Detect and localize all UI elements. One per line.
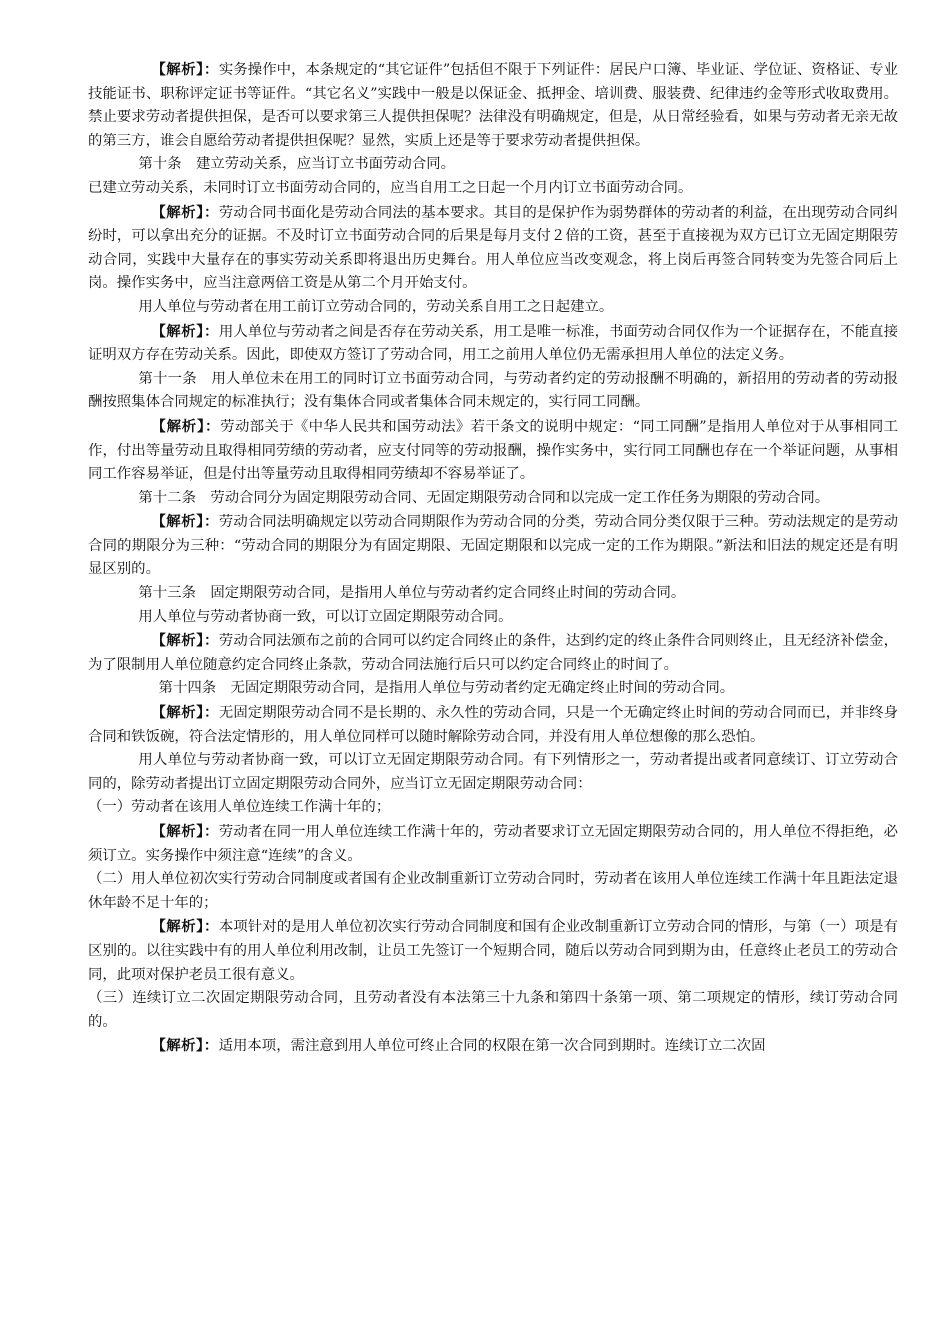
list-item-paragraph: （二）用人单位初次实行劳动合同制度或者国有企业改制重新订立劳动合同时，劳动者在该用人单位连续工作满十年且距法定退休年龄不足十年的； [88, 871, 898, 911]
analysis-text: 劳动者在同一用人单位连续工作满十年的，劳动者要求订立无固定期限劳动合同的，用人单位不得拒绝，必须订立。实务操作中须注意“连续”的含义。 [88, 824, 898, 864]
list-item-paragraph: （一）劳动者在该用人单位连续工作满十年的； [88, 799, 391, 816]
analysis-label: 【解析】： [151, 322, 219, 340]
article-paragraph: 用人单位与劳动者协商一致，可以订立固定期限劳动合同。 [138, 608, 513, 625]
analysis-paragraph [88, 629, 898, 677]
analysis-label: 【解析】： [151, 1037, 219, 1055]
analysis-text: 劳动合同法颁布之前的合同可以约定合同终止的条件，达到约定的终止条件合同则终止，且无经济补偿金，为了限制用人单位随意约定合同终止条款，劳动合同法施行后只可以约定合同终止的时间了。 [88, 633, 898, 673]
analysis-paragraph [88, 820, 898, 868]
plain-paragraph: 已建立劳动关系，未同时订立书面劳动合同的，应当自用工之日起一个月内订立书面劳动合同。 [88, 179, 693, 196]
analysis-paragraph [88, 320, 898, 368]
article-paragraph: 第十四条 无固定期限劳动合同，是指用人单位与劳动者约定无确定终止时间的劳动合同。 [158, 680, 735, 697]
analysis-label: 【解析】： [151, 61, 219, 78]
article-paragraph: 用人单位与劳动者协商一致，可以订立无固定期限劳动合同。有下列情形之一，劳动者提出或者同意续订、订立劳动合同的，除劳动者提出订立固定期限劳动合同外，应当订立无固定期限劳动合同： [88, 752, 898, 792]
analysis-label: 【解析】： [151, 704, 219, 722]
analysis-text: 无固定期限劳动合同不是长期的、永久性的劳动合同，只是一个无确定终止时间的劳动合同而已，并非终身合同和铁饭碗，符合法定情形的，用人单位同样可以随时解除劳动合同，并没有用人单位想像的那么恐怕。 [88, 705, 898, 745]
analysis-text: 实务操作中，本条规定的“其它证件”包括但不限于下列证件：居民户口簿、毕业证、学位证、资格证、专业技能证书、职称评定证书等证件。“其它名义”实践中一般是以保证金、抵押金、培训费、服装费、纪律违约金等形式收取费用。禁止要求劳动者提供担保，是否可以要求第三人提供担保呢？法律没有明确规定，但是，从日常经验看，如果与劳动者无亲无故的第三方，谁会自愿给劳动者提供担保呢？显然，实质上还是等于要求劳动者提供担保。 [88, 62, 898, 149]
analysis-label: 【解析】： [151, 417, 221, 435]
analysis-paragraph [88, 701, 898, 749]
analysis-paragraph [88, 58, 898, 153]
analysis-text: 劳动部关于《中华人民共和国劳动法》若干条文的说明中规定：“同工同酬”是指用人单位对于从事相同工作，付出等量劳动且取得相同劳绩的劳动者，应支付同等的劳动报酬，操作实务中，实行同工同酬也存在一个举证问题，从事相同工作容易举证，但是付出等量劳动且取得相同劳绩却不容易举证了。 [88, 418, 898, 483]
analysis-paragraph [88, 201, 898, 296]
analysis-paragraph [88, 915, 898, 987]
analysis-paragraph [88, 1034, 898, 1059]
analysis-label: 【解析】： [151, 203, 219, 221]
analysis-paragraph [88, 415, 898, 487]
article-paragraph: 用人单位与劳动者在用工前订立劳动合同的，劳动关系自用工之日起建立。 [138, 298, 614, 315]
analysis-label: 【解析】： [151, 918, 219, 936]
analysis-label: 【解析】： [151, 513, 219, 531]
article-paragraph: 第十二条 劳动合同分为固定期限劳动合同、无固定期限劳动合同和以完成一定工作任务为期限的劳动合同。 [138, 489, 830, 506]
analysis-paragraph [88, 510, 898, 582]
list-item-paragraph: （三）连续订立二次固定期限劳动合同，且劳动者没有本法第三十九条和第四十条第一项、第二项规定的情形，续订劳动合同的。 [88, 990, 898, 1030]
article-paragraph: 第十条 建立劳动关系，应当订立书面劳动合同。 [138, 156, 455, 173]
analysis-text: 适用本项，需注意到用人单位可终止合同的权限在第一次合同到期时。连续订立二次固 [218, 1038, 766, 1055]
article-paragraph: 第十三条 固定期限劳动合同，是指用人单位与劳动者约定合同终止时间的劳动合同。 [138, 585, 686, 602]
analysis-label: 【解析】： [151, 823, 219, 840]
article-paragraph: 第十一条 用人单位未在用工的同时订立书面劳动合同，与劳动者约定的劳动报酬不明确的，新招用的劳动者的劳动报酬按照集体合同规定的标准执行；没有集体合同或者集体合同未规定的，实行同工同酬。 [88, 370, 898, 411]
analysis-text: 本项针对的是用人单位初次实行劳动合同制度和国有企业改制重新订立劳动合同的情形，与第（一）项是有区别的。以往实践中有的用人单位利用改制，让员工先签订一个短期合同，随后以劳动合同到期为由，任意终止老员工的劳动合同，此项对保护老员工很有意义。 [88, 919, 898, 983]
analysis-text: 用人单位与劳动者之间是否存在劳动关系，用工是唯一标准，书面劳动合同仅作为一个证据存在，不能直接证明双方存在劳动关系。因此，即使双方签订了劳动合同，用工之前用人单位仍无需承担用人单位的法定义务。 [88, 323, 898, 364]
analysis-text: 劳动合同书面化是劳动合同法的基本要求。其目的是保护作为弱势群体的劳动者的利益，在出现劳动合同纠纷时，可以拿出充分的证据。不及时订立书面劳动合同的后果是每月支付２倍的工资，甚至于直接视为双方已订立无固定期限劳动合同，实践中大量存在的事实劳动关系即将退出历史舞台。用人单位应当改变观念，将上岗后再签合同转变为先签合同后上岗。操作实务中，应当注意两倍工资是从第二个月开始支付。 [88, 204, 898, 292]
analysis-label: 【解析】： [151, 632, 219, 650]
analysis-text: 劳动合同法明确规定以劳动合同期限作为劳动合同的分类，劳动合同分类仅限于三种。劳动法规定的是劳动合同的期限分为三种：“劳动合同的期限分为有固定期限、无固定期限和以完成一定的工作为期限。”新法和旧法的规定还是有明显区别的。 [88, 514, 898, 578]
